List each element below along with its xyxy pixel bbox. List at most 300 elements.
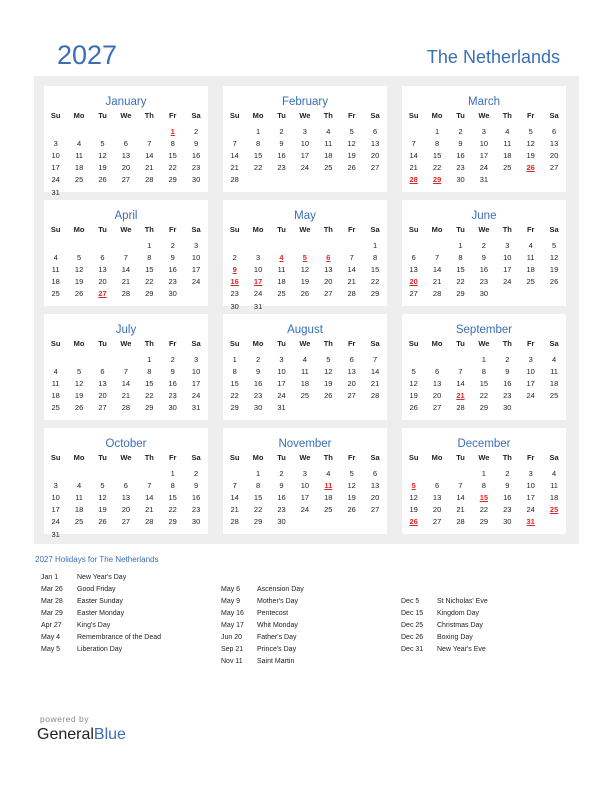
weekday-label: Fr [347,453,356,462]
day-cell: 8 [147,367,152,377]
day-cell: 5 [100,139,105,149]
holiday-date: Mar 29 [41,610,63,617]
day-cell: 25 [324,505,333,515]
day-cell: 29 [168,517,177,527]
day-cell: 15 [253,493,263,503]
day-cell: 16 [168,265,177,275]
day-cell: 5 [528,127,533,136]
day-cell: 26 [74,403,84,413]
day-cell: 2 [256,355,261,364]
day-cell: 3 [302,127,307,136]
day-cell: 19 [300,277,310,287]
day-cell: 23 [456,163,465,173]
day-cell: 3 [302,469,307,478]
weekday-label: Su [50,111,61,120]
holiday-day-cell: 29 [432,175,442,185]
day-cell: 26 [98,517,107,527]
day-cell: 25 [549,391,559,401]
day-cell: 7 [411,139,416,149]
day-cell: 27 [549,163,559,173]
holiday-date: Dec 26 [401,634,424,641]
day-cell: 8 [481,481,486,491]
day-cell: 17 [526,379,535,389]
holiday-name: New Year's Eve [437,646,486,653]
day-cell: 19 [409,391,418,401]
day-cell: 11 [324,139,333,149]
day-cell: 18 [300,379,310,389]
day-cell: 20 [98,391,107,401]
day-cell: 12 [347,139,356,149]
day-cell: 23 [168,391,177,401]
day-cell: 25 [277,289,286,299]
weekday-label: Sa [191,453,201,462]
day-cell: 30 [230,301,239,311]
day-cell: 17 [526,493,535,503]
day-cell: 18 [549,379,559,389]
day-cell: 25 [51,289,60,299]
month-may [223,200,387,311]
day-cell: 29 [145,403,154,413]
weekday-label: Th [502,453,512,462]
day-cell: 9 [256,367,261,377]
weekday-label: Sa [549,111,559,120]
day-cell: 9 [194,139,199,149]
day-cell: 11 [75,151,83,161]
weekday-label: Tu [277,453,286,462]
weekday-label: We [478,453,490,462]
holiday-name: Boxing Day [437,634,473,641]
weekday-label: Mo [252,339,264,348]
weekday-label: Sa [549,453,559,462]
day-cell: 15 [479,379,489,389]
day-cell: 3 [528,469,533,478]
day-cell: 24 [300,505,310,515]
day-cell: 30 [191,517,201,527]
day-cell: 5 [411,367,416,377]
month-name: September [455,324,513,336]
day-cell: 27 [121,517,131,527]
weekday-label: We [120,339,132,348]
day-cell: 18 [324,493,333,503]
day-cell: 1 [256,127,261,136]
weekday-label: Su [229,111,240,120]
holiday-row [221,646,391,658]
month-name: August [287,324,323,336]
powered-by-text: powered by [40,714,89,724]
weekday-label: Th [323,453,333,462]
day-cell: 20 [347,379,356,389]
day-cell: 19 [549,265,559,275]
month-name: April [114,210,138,222]
day-cell: 16 [456,151,465,161]
day-cell: 26 [300,289,310,299]
day-cell: 17 [277,379,286,389]
day-cell: 25 [526,277,535,287]
weekday-label: Tu [456,453,465,462]
day-cell: 22 [168,505,177,515]
weekday-label: We [478,339,490,348]
holiday-date: Dec 25 [401,622,424,629]
month-june [402,200,566,306]
day-cell: 10 [191,367,201,377]
day-cell: 30 [168,289,177,299]
day-cell: 13 [98,379,107,389]
month-name: October [105,438,147,450]
day-cell: 7 [458,367,463,377]
day-cell: 4 [53,367,58,377]
weekday-label: Su [408,339,419,348]
holiday-name: New Year's Day [77,574,127,581]
weekday-label: Sa [370,111,380,120]
day-cell: 16 [503,493,512,503]
day-cell: 12 [324,367,333,377]
day-cell: 31 [51,529,60,539]
day-cell: 1 [232,355,237,364]
day-cell: 26 [549,277,559,287]
day-cell: 2 [505,355,510,364]
day-cell: 15 [432,151,442,161]
day-cell: 14 [456,493,465,503]
day-cell: 26 [347,505,356,515]
day-cell: 10 [300,481,310,491]
day-cell: 18 [503,151,512,161]
day-cell: 28 [370,391,380,401]
month-name: January [105,96,147,108]
day-cell: 31 [191,403,201,413]
day-cell: 22 [432,163,442,173]
day-cell: 14 [230,493,239,503]
day-cell: 24 [253,289,263,299]
day-cell: 6 [349,355,354,364]
holiday-day-cell: 1 [170,127,175,136]
weekday-label: We [299,111,311,120]
day-cell: 3 [528,355,533,364]
day-cell: 9 [170,367,175,377]
holiday-day-cell: 26 [409,517,418,527]
day-cell: 8 [170,481,175,491]
month-name: July [115,324,137,336]
weekday-label: Su [229,339,240,348]
weekday-label: Fr [526,111,535,120]
day-cell: 10 [300,139,310,149]
day-cell: 27 [324,289,333,299]
day-cell: 16 [503,379,512,389]
holiday-row [221,610,391,622]
day-cell: 4 [505,127,510,136]
weekday-label: Fr [526,225,535,234]
day-cell: 5 [552,241,557,250]
day-cell: 9 [279,481,284,491]
day-cell: 21 [145,163,154,173]
day-cell: 28 [456,403,465,413]
holiday-date: May 16 [221,610,244,617]
month-name: February [281,96,329,108]
day-cell: 3 [53,139,58,149]
month-november [223,428,387,534]
day-cell: 5 [77,367,82,377]
day-cell: 2 [279,127,284,136]
day-cell: 21 [347,277,356,287]
day-cell: 4 [326,127,331,136]
day-cell: 16 [168,379,177,389]
weekday-label: We [299,225,311,234]
day-cell: 8 [373,253,378,263]
day-cell: 30 [253,403,263,413]
holiday-day-cell: 5 [302,253,307,263]
weekday-header [223,225,387,237]
day-cell: 21 [121,391,131,401]
day-cell: 10 [479,139,489,149]
weekday-label: We [120,225,132,234]
day-cell: 20 [432,505,442,515]
month-name: December [457,438,511,450]
holiday-date: May 6 [221,586,241,593]
weekday-label: Th [502,339,512,348]
holiday-day-cell: 25 [549,505,559,515]
weekday-label: We [120,111,132,120]
day-cell: 29 [168,175,177,185]
day-cell: 20 [324,277,333,287]
day-cell: 4 [302,355,307,364]
day-cell: 4 [53,253,58,263]
weekday-label: Tu [456,225,465,234]
weekday-label: Th [144,453,154,462]
weekday-label: Tu [277,111,286,120]
day-cell: 27 [370,505,380,515]
holiday-day-cell: 4 [279,253,284,263]
holiday-day-cell: 28 [409,175,418,185]
day-cell: 17 [191,265,201,275]
day-cell: 7 [373,355,378,364]
day-cell: 9 [279,139,284,149]
weekday-label: Fr [526,453,535,462]
holiday-name: St Nicholas' Eve [437,598,488,605]
day-cell: 2 [505,469,510,478]
holiday-row [41,634,211,646]
holidays-title: 2027 Holidays for The Netherlands [35,555,159,564]
weekday-label: Fr [168,453,177,462]
day-cell: 25 [503,163,512,173]
day-cell: 22 [168,163,177,173]
day-cell: 20 [121,505,131,515]
day-cell: 10 [191,253,201,263]
day-cell: 10 [526,367,535,377]
holiday-row [221,622,391,634]
day-cell: 1 [458,241,463,250]
holiday-name: Saint Martin [257,658,295,665]
weekday-label: Tu [98,339,107,348]
day-cell: 26 [74,289,84,299]
day-cell: 18 [526,265,535,275]
day-cell: 27 [432,517,442,527]
weekday-label: Su [50,225,61,234]
day-cell: 18 [277,277,286,287]
day-cell: 17 [51,163,60,173]
day-cell: 23 [191,505,201,515]
day-cell: 27 [98,403,107,413]
day-cell: 14 [145,151,154,161]
day-cell: 7 [232,139,237,149]
day-cell: 30 [456,175,465,185]
day-cell: 12 [98,151,107,161]
day-cell: 14 [370,367,380,377]
weekday-label: Fr [347,225,356,234]
day-cell: 26 [347,163,356,173]
day-cell: 25 [51,403,60,413]
day-cell: 6 [373,469,378,478]
day-cell: 24 [191,391,201,401]
day-cell: 30 [191,175,201,185]
day-cell: 22 [456,277,465,287]
day-cell: 20 [432,391,442,401]
day-cell: 14 [456,379,465,389]
weekday-label: Fr [168,225,177,234]
holiday-date: Dec 5 [401,598,420,605]
weekday-label: Tu [456,339,465,348]
day-cell: 10 [277,367,286,377]
day-cell: 19 [526,151,535,161]
holiday-date: Mar 26 [41,586,63,593]
day-cell: 19 [324,379,333,389]
day-cell: 13 [347,367,356,377]
day-cell: 30 [277,517,286,527]
day-cell: 13 [324,265,333,275]
day-cell: 30 [479,289,489,299]
day-cell: 19 [409,505,418,515]
day-cell: 19 [347,151,356,161]
weekday-label: Sa [370,339,380,348]
day-cell: 22 [370,277,380,287]
day-cell: 28 [145,517,154,527]
day-cell: 31 [277,403,286,413]
weekday-label: Sa [549,225,559,234]
weekday-label: Th [144,111,154,120]
day-cell: 1 [481,355,486,364]
day-cell: 19 [98,505,107,515]
holiday-column-3 [401,598,571,658]
holiday-day-cell: 15 [479,493,489,503]
day-cell: 14 [121,379,131,389]
day-cell: 12 [526,139,535,149]
day-cell: 11 [75,493,83,503]
day-cell: 4 [77,139,82,149]
day-cell: 13 [432,379,442,389]
day-cell: 2 [279,469,284,478]
day-cell: 30 [168,403,177,413]
day-cell: 31 [479,175,489,185]
weekday-label: Su [50,339,61,348]
day-cell: 12 [409,493,418,503]
holiday-date: Dec 31 [401,646,424,653]
holiday-name: Ascension Day [257,586,304,593]
day-cell: 8 [147,253,152,263]
day-cell: 24 [503,277,512,287]
day-cell: 6 [411,253,416,263]
day-cell: 8 [256,481,261,491]
day-cell: 29 [370,289,380,299]
day-cell: 20 [549,151,559,161]
country-title: The Netherlands [426,47,560,67]
holiday-date: May 17 [221,622,244,629]
weekday-header [223,339,387,351]
weekday-label: Mo [431,225,443,234]
day-cell: 6 [552,127,557,136]
day-cell: 29 [456,289,465,299]
weekday-label: Fr [526,339,535,348]
day-cell: 15 [370,265,380,275]
holiday-date: Nov 11 [221,658,243,665]
day-cell: 13 [432,493,442,503]
weekday-label: Su [408,225,419,234]
day-cell: 27 [347,391,356,401]
holiday-day-cell: 31 [526,517,535,527]
day-cell: 28 [347,289,356,299]
day-cell: 14 [432,265,442,275]
day-cell: 17 [300,493,310,503]
day-cell: 2 [194,127,199,136]
day-cell: 8 [435,139,440,149]
day-cell: 10 [526,481,535,491]
weekday-header [223,111,387,123]
day-cell: 15 [456,265,465,275]
day-cell: 19 [347,493,356,503]
holiday-day-cell: 20 [409,277,418,287]
holiday-name: Christmas Day [437,622,483,629]
day-cell: 3 [481,127,486,136]
weekday-label: Tu [98,453,107,462]
weekday-label: Mo [431,111,443,120]
holiday-row [221,598,391,610]
holiday-day-cell: 16 [230,277,239,287]
day-cell: 10 [503,253,512,263]
day-cell: 4 [552,469,557,478]
weekday-header [402,453,566,465]
day-cell: 28 [121,289,131,299]
holiday-row [41,574,211,586]
weekday-label: Fr [168,339,177,348]
holiday-day-cell: 17 [253,277,263,287]
day-cell: 18 [51,277,60,287]
weekday-label: Th [323,111,333,120]
day-cell: 7 [458,481,463,491]
logo-general: General [37,726,94,743]
weekday-label: Fr [168,111,177,120]
day-cell: 3 [505,241,510,250]
day-cell: 20 [370,493,380,503]
day-cell: 22 [479,505,489,515]
weekday-label: Mo [73,339,85,348]
weekday-label: Sa [549,339,559,348]
holiday-name: Pentecost [257,610,289,617]
day-cell: 18 [74,163,84,173]
day-cell: 21 [230,505,239,515]
generalblue-logo[interactable] [37,726,126,744]
holiday-row [41,610,211,622]
weekday-header [44,339,208,351]
day-cell: 21 [121,277,131,287]
day-cell: 3 [256,253,261,263]
month-october [44,428,208,539]
weekday-label: Mo [252,225,264,234]
day-cell: 12 [74,265,84,275]
day-cell: 25 [300,391,310,401]
holiday-name: Prince's Day [257,646,297,653]
day-cell: 29 [479,403,489,413]
day-cell: 19 [98,163,107,173]
day-cell: 14 [230,151,239,161]
weekday-label: Sa [370,225,380,234]
day-cell: 11 [277,265,286,275]
